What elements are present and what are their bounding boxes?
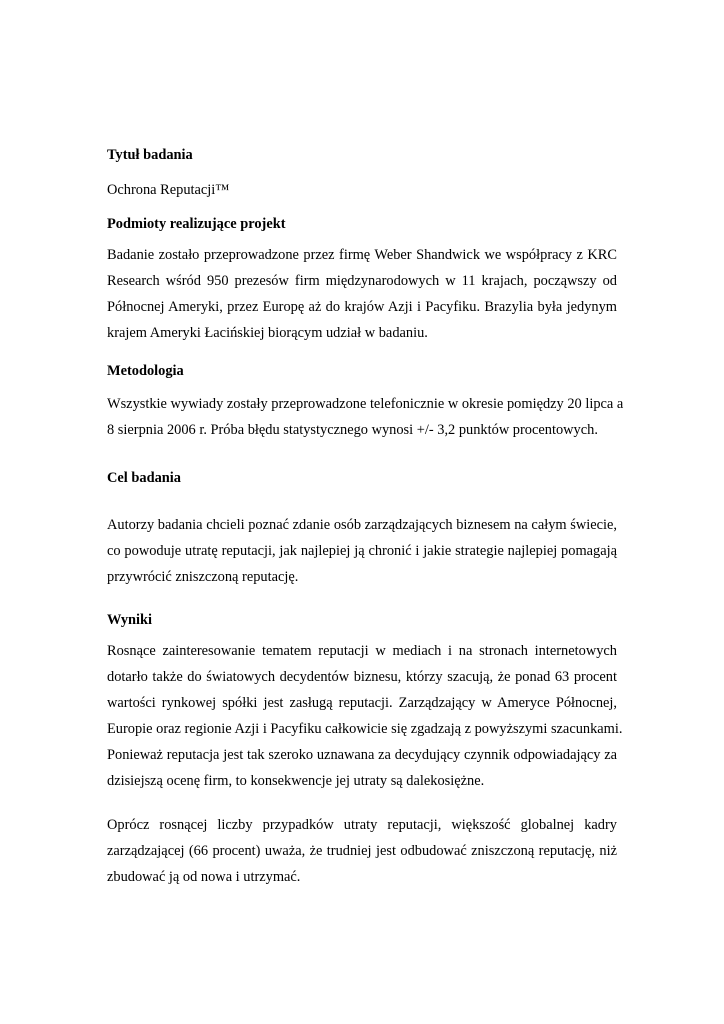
goal-paragraph: [107, 512, 617, 590]
paragraph-line: Wszystkie wywiady zostały przeprowadzone telefonicznie w okresie pomiędzy 20 lipca a: [107, 396, 624, 412]
paragraph-line: wartości rynkowej spółki jest zasługą reputacji. Zarządzający w Ameryce Północnej,: [107, 695, 617, 711]
paragraph-line: zarządzającej (66 procent) uważa, że trudniej jest odbudować zniszczoną reputację, niż: [107, 843, 617, 859]
paragraph-line: Rosnące zainteresowanie tematem reputacji w mediach i na stronach internetowych: [107, 643, 617, 659]
paragraph-line: krajem Ameryki Łacińskiej biorącym udział w badaniu.: [107, 325, 428, 341]
paragraph-line: Ponieważ reputacja jest tak szeroko uznawana za decydujący czynnik odpowiadający za: [107, 747, 617, 763]
paragraph-line: Badanie zostało przeprowadzone przez firmę Weber Shandwick we współpracy z KRC: [107, 247, 617, 263]
paragraph-line: 8 sierpnia 2006 r. Próba błędu statystycznego wynosi +/- 3,2 punktów procentowych.: [107, 422, 598, 438]
document-page: [107, 0, 624, 1024]
paragraph-line: Północnej Ameryki, przez Europę aż do krajów Azji i Pacyfiku. Brazylia była jedynym: [107, 299, 617, 315]
results-paragraph: [107, 638, 623, 794]
paragraph-line: Autorzy badania chcieli poznać zdanie osób zarządzających biznesem na całym świecie,: [107, 517, 617, 533]
paragraph-line: dzisiejszą ocenę firm, to konsekwencje jej utraty są dalekosiężne.: [107, 773, 485, 789]
results-paragraph-2: [107, 812, 617, 890]
paragraph-line: dotarło także do światowych decydentów biznesu, którzy szacują, że ponad 63 procent: [107, 669, 617, 685]
title-heading: Tytuł badania: [107, 147, 193, 163]
goal-heading: Cel badania: [107, 470, 181, 486]
entities-paragraph: [107, 242, 617, 346]
methodology-paragraph: [107, 391, 624, 443]
paragraph-line: Research wśród 950 prezesów firm międzynarodowych w 11 krajach, począwszy od: [107, 273, 617, 289]
title-value: Ochrona Reputacji™: [107, 182, 230, 198]
paragraph-line: Europie oraz regionie Azji i Pacyfiku całkowicie się zgadzają z powyższymi szacunkami.: [107, 721, 623, 737]
paragraph-line: co powoduje utratę reputacji, jak najlepiej ją chronić i jakie strategie najlepiej pomagają: [107, 543, 617, 559]
paragraph-line: Oprócz rosnącej liczby przypadków utraty reputacji, większość globalnej kadry: [107, 817, 617, 833]
methodology-heading: Metodologia: [107, 363, 184, 379]
results-heading: Wyniki: [107, 612, 153, 628]
paragraph-line: zbudować ją od nowa i utrzymać.: [107, 869, 301, 885]
entities-heading: Podmioty realizujące projekt: [107, 216, 286, 232]
paragraph-line: przywrócić zniszczoną reputację.: [107, 569, 299, 585]
